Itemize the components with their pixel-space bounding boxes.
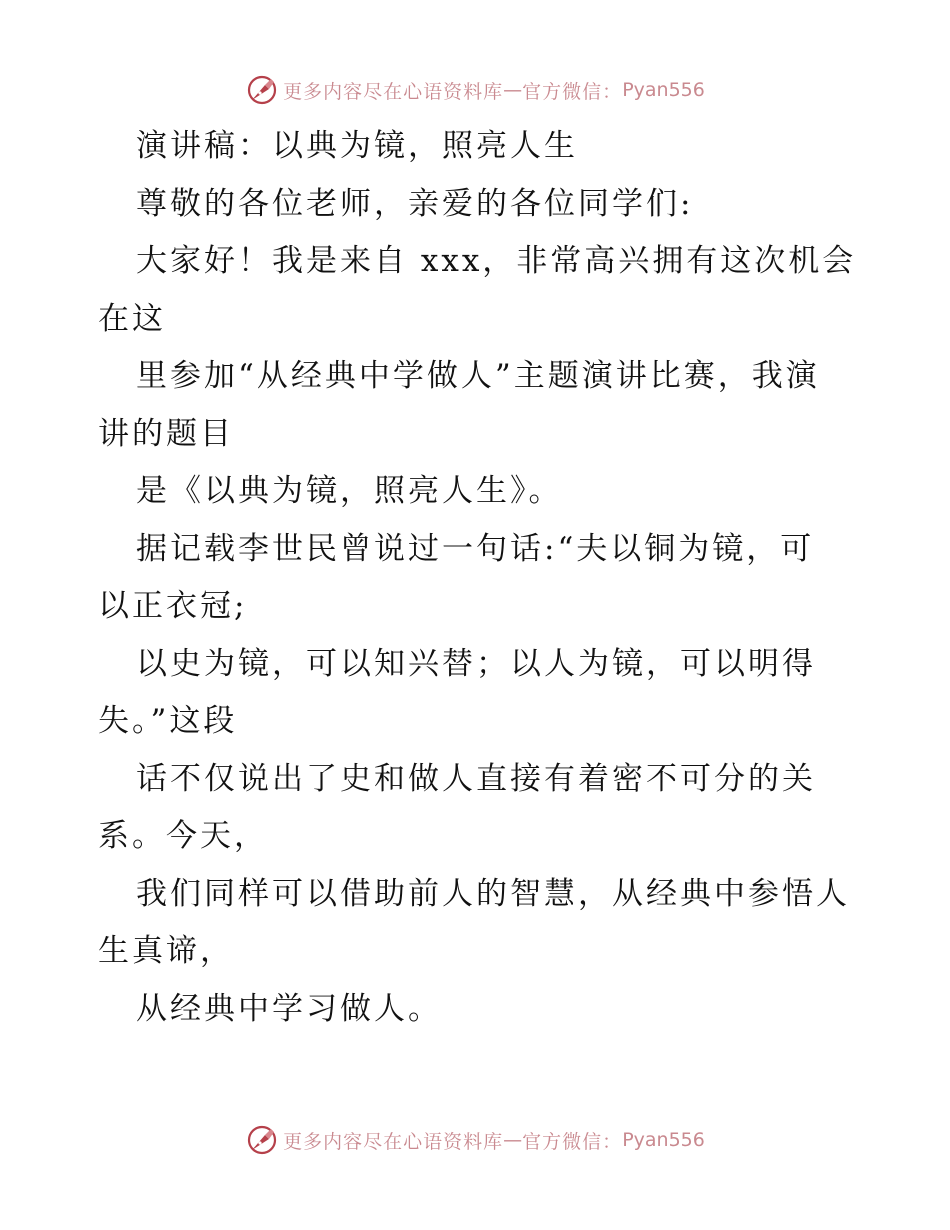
pen-nib-logo-icon [245,1123,279,1157]
paragraph-line: 以史为镜，可以知兴替；以人为镜，可以明得 [136,645,816,682]
paragraph-line: 讲的题目 [98,415,234,452]
pen-nib-logo-icon [245,73,279,107]
paragraph-line: 从经典中学习做人。 [136,990,442,1027]
paragraph-line: 据记载李世民曾说过一句话:“夫以铜为镜，可 [136,530,815,567]
watermark-text: 更多内容尽在心语资料库 [283,1130,504,1153]
wechat-label: 官方微信： [522,80,623,103]
paragraph-line: 是《以典为镜，照亮人生》。 [136,473,563,509]
paragraph-line: 生真谛， [98,933,234,969]
watermark-separator: — [503,1129,523,1151]
paragraph-line: 里参加“从经典中学做人”主题演讲比赛，我演 [136,358,820,394]
watermark-separator: — [503,79,523,101]
wechat-id: Pyan556 [622,1129,705,1151]
document-title: 演讲稿：以典为镜，照亮人生 [136,128,578,164]
document-body [98,118,868,1038]
greeting-line: 尊敬的各位老师，亲爱的各位同学们: [136,185,694,222]
header-watermark [0,70,950,110]
paragraph-line: 以正衣冠; [98,588,248,624]
paragraph-line: 失。”这段 [98,703,238,739]
paragraph-line: 大家好！我是来自 xxx，非常高兴拥有这次机会 [136,243,857,279]
paragraph-line: 我们同样可以借助前人的智慧，从经典中参悟人 [136,875,850,912]
wechat-id: Pyan556 [622,79,705,101]
paragraph-line: 系。今天， [98,818,268,854]
footer-watermark [0,1120,950,1160]
watermark-text: 更多内容尽在心语资料库 [283,80,504,103]
paragraph-line: 在这 [98,300,166,337]
wechat-label: 官方微信： [522,1130,623,1153]
paragraph-line: 话不仅说出了史和做人直接有着密不可分的关 [136,760,816,797]
